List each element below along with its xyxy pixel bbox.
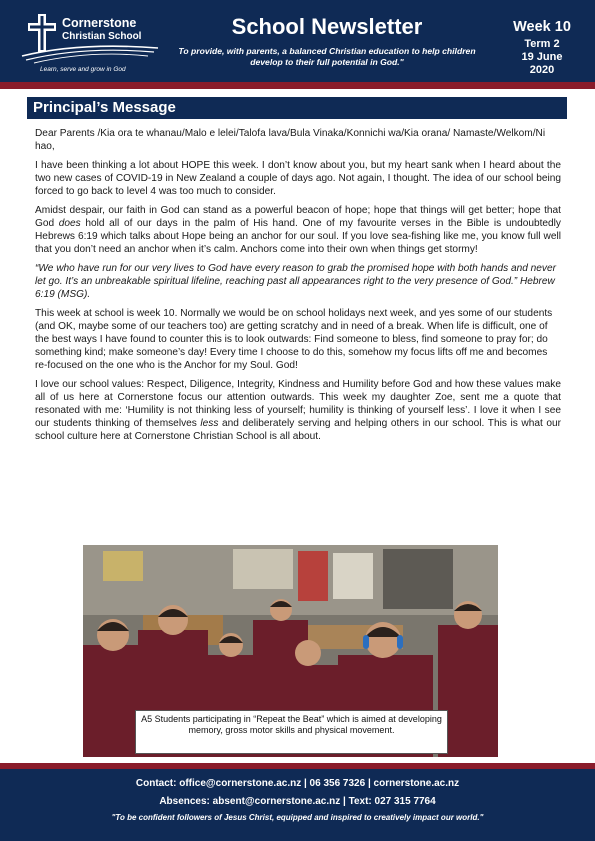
contact-line: Contact: office@cornerstone.ac.nz | 06 356 7326 | cornerstone.ac.nz: [135, 778, 460, 789]
paragraph-hope: I have been thinking a lot about HOPE this week. I don’t know about you, but my heart sank when I heard about the two new cases of COVID-19 in New Zealand a couple of days ago. Not again, I thought. The idea of our school being forced to go back to level 4 was too much to consider.: [35, 160, 561, 197]
mission-statement: To provide, with parents, a balanced Christian education to help children develop to their full potential in God.": [178, 46, 476, 67]
paragraph-despair-text-b: hold all of our days in the palm of His hand. One of my favourite verses in the Bible is undoubtedly Hebrews 6:19 which talks about Hope being an anchor for our soul. If you love sea-fishing like me, you know full well that you don’t need an anchor when it’s calm. Anchors come into their own when things get stormy!: [35, 218, 561, 255]
issue-info: [498, 19, 586, 77]
principal-message: [35, 127, 561, 449]
school-tagline: Learn, serve and grow in God: [40, 66, 126, 73]
week-label: Week 10: [513, 19, 571, 35]
issue-date: 19 June: [521, 51, 563, 63]
paragraph-despair: [35, 204, 561, 256]
school-name-line2: Christian School: [62, 31, 142, 42]
paragraph-values-text-b: and deliberately serving and helping others in our school. This is what our school culture here at Cornerstone Christian School is all about.: [35, 418, 561, 442]
school-name-line1: Cornerstone: [62, 16, 137, 30]
swoosh-icon: [20, 40, 160, 64]
paragraph-despair-text-a: Amidst despair, our faith in God can stand as a powerful beacon of hope; hope that things will get better; hope that God: [35, 205, 561, 229]
emphasis-does: does: [58, 218, 81, 229]
term-label: Term 2: [524, 38, 560, 50]
absences-line: Absences: absent@cornerstone.ac.nz | Text: 027 315 7764: [159, 796, 436, 807]
greeting-paragraph: Dear Parents /Kia ora te whanau/Malo e lelei/Talofa lava/Bula Vinaka/Konnichi wa/Kia orana/ Namaste/Welkom/Ni hao,: [35, 128, 546, 152]
newsletter-footer: [0, 769, 595, 841]
footer-motto: "To be confident followers of Jesus Christ, equipped and inspired to creatively impact our world.": [111, 813, 484, 822]
section-heading: Principal’s Message: [27, 97, 567, 119]
paragraph-week: This week at school is week 10. Normally we would be on school holidays next week, and yes some of our students (and OK, maybe some of our teachers too) are getting scratchy and in need of a break. When life is difficult, one of the best ways I have found to counter this is to look outwards: Find someone to bless, find someone to pray for; do something kind; make someone’s day! Every time I choose to do this, somehow my focus lifts off me and becomes re-focused on the one who is the Anchor for my Soul. God!: [35, 308, 553, 371]
newsletter-title: School Newsletter: [231, 14, 423, 39]
school-logo: [18, 10, 163, 76]
photo-caption: A5 Students participating in “Repeat the Beat” which is aimed at developing memory, gross motor skills and physical movement.: [135, 710, 448, 754]
scripture-quote: “We who have run for our very lives to God have every reason to grab the promised hope with both hands and never let go. It’s an unbreakable spiritual lifeline, reaching past all appearances right to the very presence of God.” Hebrew 6:19 (MSG).: [35, 263, 556, 300]
newsletter-header: [0, 0, 595, 82]
paragraph-values-text-a: I love our school values: Respect, Diligence, Integrity, Kindness and Humility before God and how these values make all of us here at Cornerstone focus our attention outwards. This week my daughter Zoe, sent me a quote that resonated with me: ‘Humility is not thinking less of yourself; humility is thinking of yourself less’. I love it when I see our students thinking of themselves: [35, 379, 561, 429]
header-accent-stripe: [0, 82, 595, 89]
emphasis-less: less: [200, 418, 219, 429]
paragraph-values: [35, 378, 561, 443]
issue-year: 2020: [529, 64, 555, 76]
